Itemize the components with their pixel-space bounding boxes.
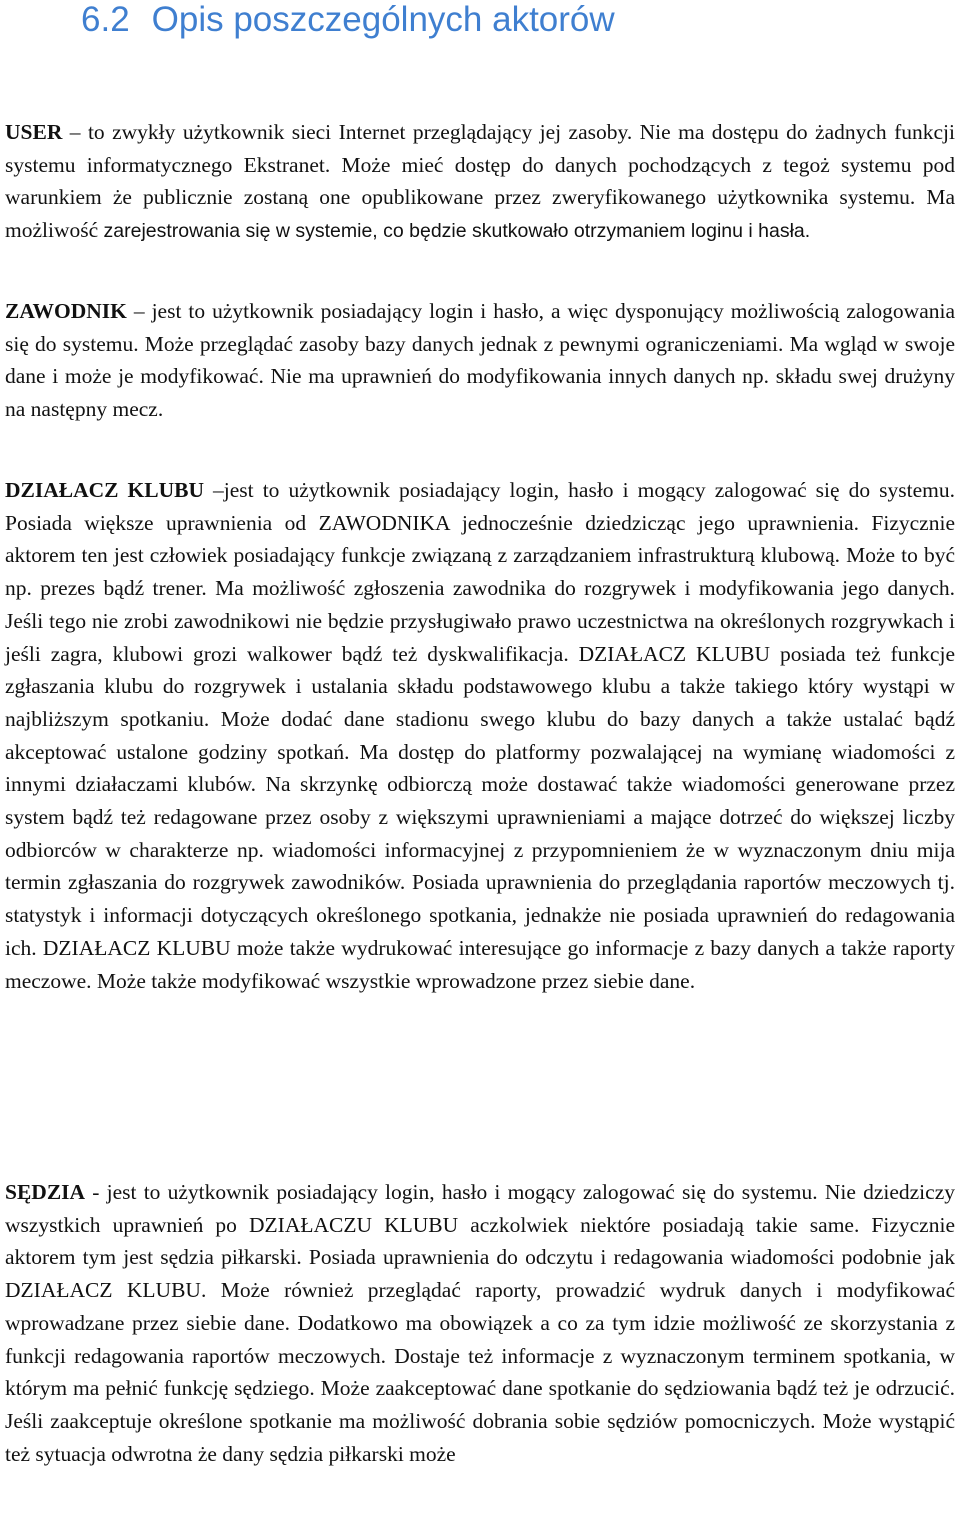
paragraph-dzialacz-klubu-body: –jest to użytkownik posiadający login, hasło i mogący zalogować się do systemu. Posiada większe uprawnienia od ZAWODNIKA jednocześnie dziedzicząc jego uprawnienia. Fizycznie aktorem ten jest człowiek posiadający funkcje związaną z zarządzaniem infrastrukturą klubową. Może to być np. prezes bądź trener. Ma możliwość zgłoszenia zawodnika do rozgrywek i modyfikowania jego danych. Jeśli tego nie zrobi zawodnikowi nie będzie przysługiwało prawo uczestnictwa na określonych rozgrywkach i jeśli zagra, klubowi grozi walkower bądź też dyskwalifikacja. DZIAŁACZ KLUBU posiada też funkcje zgłaszania klubu do rozgrywek i ustalania składu podstawowego klubu a także takiego który wystąpi w najbliższym spotkaniu. Może dodać dane stadionu swego klubu do bazy danych a także ustalać bądź akceptować ustalone godziny spotkań. Ma dostęp do platformy pozwalającej na wymianę wiadomości z innymi działaczami klubów. Na skrzynkę odbiorczą może dostawać także wiadomości generowane przez system bądź też redagowane przez osoby z większymi uprawnieniami a mające dotrzeć do większej liczby odbiorców w charakterze np. wiadomości informacyjnej z przypomnieniem że w wyznaczonym dniu mija termin zgłaszania do rozgrywek zawodników. Posiada uprawnienia do przeglądania raportów meczowych tj. statystyk i informacji dotyczących określonego spotkania, jednakże nie posiada uprawnień do redagowania ich. DZIAŁACZ KLUBU może także wydrukować interesujące go informacje z bazy danych a także raporty meczowe. Może także modyfikować wszystkie wprowadzone przez siebie dane.	[5, 478, 955, 993]
paragraph-user	[5, 116, 955, 248]
paragraph-zawodnik-body: – jest to użytkownik posiadający login i hasło, a więc dysponujący możliwością zalogowania się do systemu. Może przeglądać zasoby bazy danych jednak z pewnymi ograniczeniami. Ma wgląd w swoje dane i może je modyfikować. Nie ma uprawnień do modyfikowania innych danych np. składu swej drużyny na następny mecz.	[5, 299, 955, 422]
term-user: USER	[5, 120, 63, 144]
section-heading	[81, 0, 615, 42]
paragraph-sedzia-body: - jest to użytkownik posiadający login, hasło i mogący zalogować się do systemu. Nie dziedziczy wszystkich uprawnień po DZIAŁACZU KLUBU aczkolwiek niektóre posiadają takie same. Fizycznie aktorem tym jest sędzia piłkarski. Posiada uprawnienia do odczytu i redagowania wiadomości podobnie jak DZIAŁACZ KLUBU. Może również przeglądać raporty, prowadzić wydruk danych i modyfikować wprowadzane przez siebie dane. Dodatkowo ma obowiązek a co za tym idzie możliwość ze skorzystania z funkcji redagowania raportów meczowych. Dostaje też informacje z wyznaczonym terminem spotkania, w którym ma pełnić funkcję sędziego. Może zaakceptować dane spotkanie do sędziowania bądź też je odrzucić. Jeśli zaakceptuje określone spotkanie ma możliwość dobrania sobie sędziów pomocniczych. Może wystąpić też sytuacja odwrotna że dany sędzia piłkarski może	[5, 1180, 955, 1466]
paragraph-user-tail: zarejestrowania się w systemie, co będzie skutkowało otrzymaniem loginu i hasła.	[103, 220, 811, 243]
paragraph-user-body: – to zwykły użytkownik sieci Internet przeglądający jej zasoby. Nie ma dostępu do żadnych funkcji systemu informatycznego Ekstranet. Może mieć dostęp do danych pochodzących z tegoż systemu pod warunkiem że publicznie zostaną one opublikowane przez zweryfikowanego użytkownika systemu. Ma możliwość	[5, 120, 955, 243]
paragraph-dzialacz-klubu	[5, 474, 955, 997]
section-title: Opis poszczególnych aktorów	[151, 0, 615, 39]
section-number: 6.2	[81, 0, 130, 39]
term-dzialacz-klubu: DZIAŁACZ KLUBU	[5, 478, 204, 502]
term-zawodnik: ZAWODNIK	[5, 299, 127, 323]
paragraph-sedzia	[5, 1176, 955, 1470]
paragraph-zawodnik	[5, 295, 955, 426]
term-sedzia: SĘDZIA	[5, 1180, 86, 1204]
